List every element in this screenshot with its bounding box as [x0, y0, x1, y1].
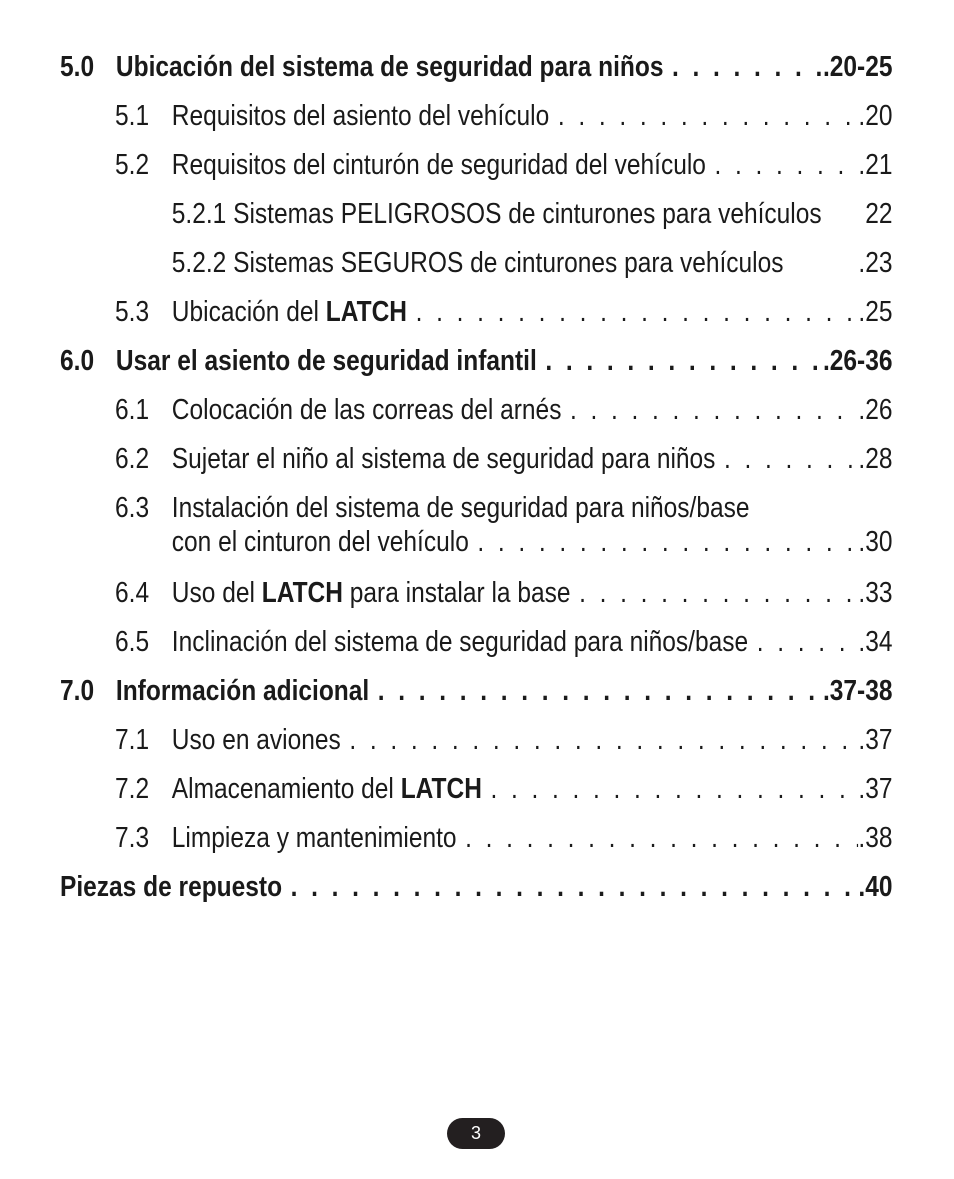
- toc-entry-title: Información adicional: [115, 675, 370, 707]
- dot-leader: [341, 723, 859, 757]
- toc-entry-title: Ubicación del sistema de seguridad para niños: [115, 51, 664, 83]
- toc-entry-number: 5.1: [115, 100, 150, 132]
- toc-entry-title: Uso del LATCH para instalar la base: [171, 577, 571, 609]
- toc-entry-page: .26: [858, 394, 893, 426]
- toc-entry-title: con el cinturon del vehículo: [171, 526, 469, 558]
- toc-entry-number: 7.3: [115, 822, 150, 854]
- toc-entry: [60, 50, 892, 99]
- toc-entry-page: .34: [858, 626, 893, 658]
- toc-entry: [60, 674, 892, 723]
- toc-entry: [60, 197, 892, 246]
- dot-leader: [469, 525, 859, 559]
- toc-entry-page: .23: [858, 247, 893, 279]
- toc-entry-title: Ubicación del LATCH: [171, 296, 407, 328]
- toc-entry-number: 6.3: [115, 492, 150, 524]
- toc-entry: [60, 393, 892, 442]
- toc-entry: [60, 576, 892, 625]
- dot-leader: [537, 344, 823, 378]
- toc-entry-number: 6.4: [115, 577, 150, 609]
- toc-entry-title: Almacenamiento del LATCH: [171, 773, 482, 805]
- dot-leader: [748, 625, 858, 659]
- toc-entry: [60, 344, 892, 393]
- toc-entry: [60, 491, 892, 576]
- toc-entry-title: 5.2.1 Sistemas PELIGROSOS de cinturones para vehículos: [171, 198, 822, 230]
- dot-leader: [282, 870, 858, 904]
- toc-entry: [60, 723, 892, 772]
- toc-entry-page: .40: [858, 871, 893, 903]
- toc-entry-title: Requisitos del asiento del vehículo: [171, 100, 550, 132]
- toc-entry-title: Usar el asiento de seguridad infantil: [115, 345, 537, 377]
- toc-entry-bold-term: LATCH: [400, 773, 482, 805]
- toc-entry-page: .37: [858, 773, 893, 805]
- toc-entry-number: 7.0: [60, 675, 95, 707]
- toc-entry-page: .26-36: [822, 345, 893, 377]
- dot-leader: [482, 772, 858, 806]
- toc-entry-title: Inclinación del sistema de seguridad para niños/base: [171, 626, 749, 658]
- toc-entry-page: .37-38: [822, 675, 893, 707]
- toc-entry-bold-term: LATCH: [261, 577, 343, 609]
- toc-entry-number: 6.2: [115, 443, 150, 475]
- toc-entry-page: .38: [858, 822, 893, 854]
- dot-leader: [407, 295, 858, 329]
- toc-entry-number: 5.0: [60, 51, 95, 83]
- toc-entry-title: Uso en aviones: [171, 724, 341, 756]
- dot-leader: [706, 148, 858, 182]
- toc-entry-page: .33: [858, 577, 893, 609]
- toc-entry: [60, 99, 892, 148]
- toc-entry-page: .30: [858, 526, 893, 558]
- toc-entry: [60, 295, 892, 344]
- dot-leader: [715, 442, 858, 476]
- toc-entry-number: 5.3: [115, 296, 150, 328]
- toc-entry-page: .25: [858, 296, 893, 328]
- toc-entry-page: .20-25: [822, 51, 893, 83]
- toc-entry: [60, 870, 892, 919]
- dot-leader: [570, 576, 858, 610]
- dot-leader: [369, 674, 823, 708]
- toc-entry-number: 5.2: [115, 149, 150, 181]
- toc-entry-title: Instalación del sistema de seguridad para niños/base: [171, 492, 750, 524]
- toc-entry-title: 5.2.2 Sistemas SEGUROS de cinturones para vehículos: [171, 247, 784, 279]
- toc-entry: [60, 772, 892, 821]
- dot-leader: [663, 50, 823, 84]
- toc-entry-page: 22: [865, 198, 893, 230]
- toc-entry-title: Requisitos del cinturón de seguridad del vehículo: [171, 149, 706, 181]
- toc-entry-number: 6.0: [60, 345, 95, 377]
- dot-leader: [561, 393, 858, 427]
- toc-entry-bold-term: LATCH: [325, 296, 407, 328]
- toc-entry-number: 6.5: [115, 626, 150, 658]
- toc-entry-title: Piezas de repuesto: [60, 871, 283, 903]
- toc-entry: [60, 821, 892, 870]
- table-of-contents: [60, 50, 893, 919]
- toc-entry: [60, 625, 892, 674]
- toc-entry-title: Colocación de las correas del arnés: [171, 394, 562, 426]
- toc-entry-page: .37: [858, 724, 893, 756]
- toc-entry-title: Limpieza y mantenimiento: [171, 822, 457, 854]
- toc-entry-number: 7.2: [115, 773, 150, 805]
- toc-entry-page: .21: [858, 149, 893, 181]
- toc-entry: [60, 442, 892, 491]
- toc-entry: [60, 246, 892, 295]
- toc-entry-page: .28: [858, 443, 893, 475]
- page-number-badge: 3: [447, 1118, 505, 1149]
- toc-entry: [60, 148, 892, 197]
- toc-entry-number: 6.1: [115, 394, 150, 426]
- toc-entry-page: .20: [858, 100, 893, 132]
- dot-leader: [549, 99, 858, 133]
- toc-entry-title: Sujetar el niño al sistema de seguridad para niños: [171, 443, 716, 475]
- toc-entry-number: 7.1: [115, 724, 150, 756]
- dot-leader: [457, 821, 859, 855]
